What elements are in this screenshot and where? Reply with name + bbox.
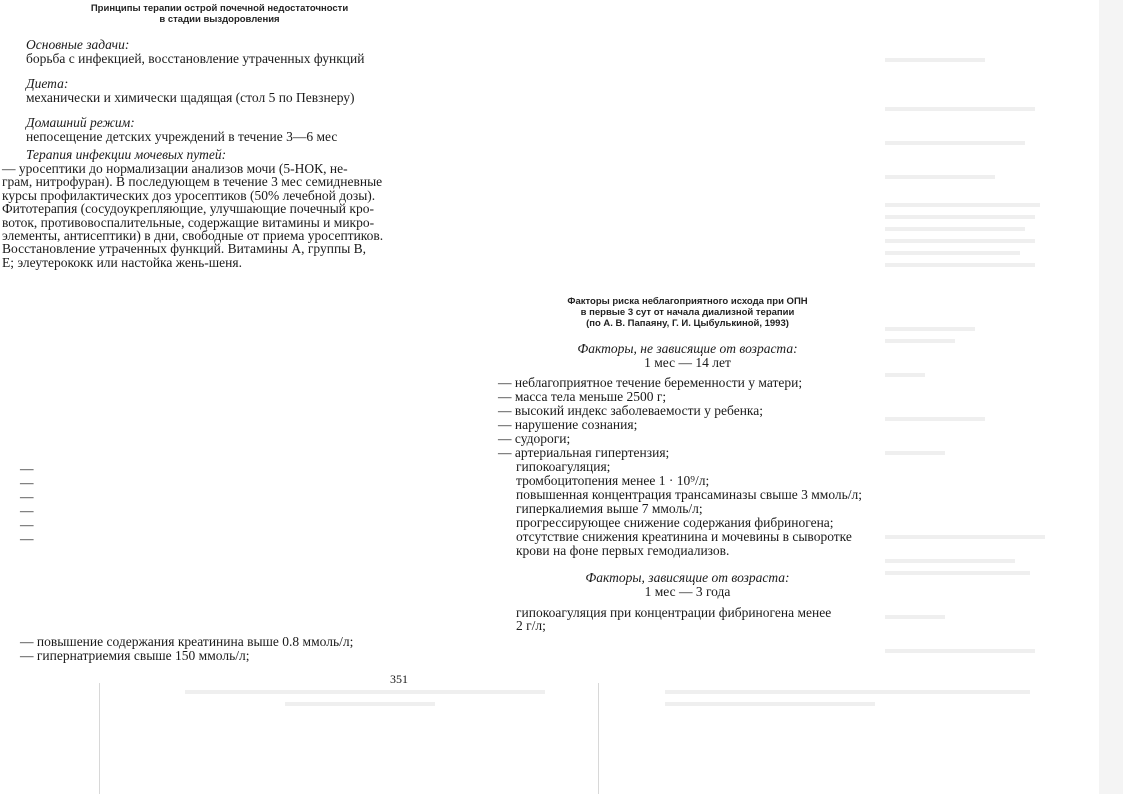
dash-mark: — <box>20 503 34 518</box>
left-sections <box>26 38 414 155</box>
left-bottom-list <box>20 635 420 663</box>
group2-age: 1 мес — 3 года <box>644 584 731 599</box>
section-text: механически и химически щадящая (стол 5 по Певзнеру) <box>26 90 355 105</box>
dash-mark: — <box>20 489 34 504</box>
list-item: — высокий индекс заболеваемости у ребенка; <box>498 403 764 418</box>
therapy-text: — уросептики до нормализации анализов мочи (5-НОК, не- грам, нитрофуран). В последующем в течение 3 мес семидневные курсы профилактических доз уросептиков (50% лечебной дозы). Фитотерапия (сосудоукрепляющие, улучшающие почечный кро- воток, противовоспалительные, содержащие витамины и микро- элементы, антисептики) в дни, свободные от приема уросептиков. Восстановление утраченных функций. Витамины A, группы B, E; элеутерококк или настойка жень-шеня. <box>2 161 384 270</box>
list-item: — нарушение сознания; <box>498 417 638 432</box>
bleed-through-lines <box>885 50 1055 730</box>
title-line: Принципы терапии острой почечной недостаточности <box>90 3 349 14</box>
list-item: гиперкалиемия выше 7 ммоль/л; <box>516 501 703 516</box>
right-page-edge <box>1099 0 1123 794</box>
dash-mark: — <box>20 461 34 476</box>
right-page-title <box>510 296 865 329</box>
list-item: отсутствие снижения креатинина и мочевины в сыворотке <box>516 529 852 544</box>
list-item: — неблагоприятное течение беременности у матери; <box>498 375 803 390</box>
group1-list <box>498 376 898 460</box>
list-item: крови на фоне первых гемодиализов. <box>516 543 730 558</box>
group2-heading: Факторы, зависящие от возраста: <box>585 570 790 585</box>
list-item: прогрессирующее снижение содержания фибриногена; <box>516 515 834 530</box>
left-page <box>0 0 560 794</box>
title-line: Факторы риска неблагоприятного исхода при ОПН <box>567 296 808 307</box>
group1-heading: Факторы, не зависящие от возраста: <box>577 341 798 356</box>
title-line: в первые 3 сут от начала диализной терапии <box>580 307 795 318</box>
section-home-regimen <box>26 116 414 144</box>
section-heading: Домашний режим: <box>26 115 135 130</box>
section-main-tasks <box>26 38 414 66</box>
right-page <box>490 0 900 794</box>
list-item: — гипернатриемия свыше 150 ммоль/л; <box>20 648 250 663</box>
dash-column <box>20 462 36 546</box>
group1-age: 1 мес — 14 лет <box>644 355 731 370</box>
dash-mark: — <box>20 475 34 490</box>
page-number: 351 <box>390 672 408 686</box>
section-heading: Диета: <box>26 76 69 91</box>
dash-mark: — <box>20 517 34 532</box>
list-item: тромбоцитопения менее 1 · 10⁹/л; <box>516 473 710 488</box>
left-page-title <box>42 3 397 25</box>
section-text: борьба с инфекцией, восстановление утраченных функций <box>26 51 365 66</box>
section-text: непосещение детских учреждений в течение 3—6 мес <box>26 129 338 144</box>
list-item: — судороги; <box>498 431 571 446</box>
section-diet <box>26 77 414 105</box>
title-line: в стадии выздоровления <box>159 14 280 25</box>
group2-text: гипокоагуляция при концентрации фибриногена менее 2 г/л; <box>516 605 832 634</box>
list-item: — повышение содержания креатинина выше 0.8 ммоль/л; <box>20 634 354 649</box>
dash-mark: — <box>20 531 34 546</box>
title-line: (по А. В. Папаяну, Г. И. Цыбулькиной, 1993) <box>586 318 789 329</box>
list-item: повышенная концентрация трансаминазы свыше 3 ммоль/л; <box>516 487 863 502</box>
list-item: — артериальная гипертензия; <box>498 445 670 460</box>
therapy-heading: Терапия инфекции мочевых путей: <box>26 147 227 162</box>
list-item: — масса тела меньше 2500 г; <box>498 389 667 404</box>
group1-sub-list <box>516 460 901 558</box>
list-item: гипокоагуляция; <box>516 459 611 474</box>
section-heading: Основные задачи: <box>26 37 130 52</box>
